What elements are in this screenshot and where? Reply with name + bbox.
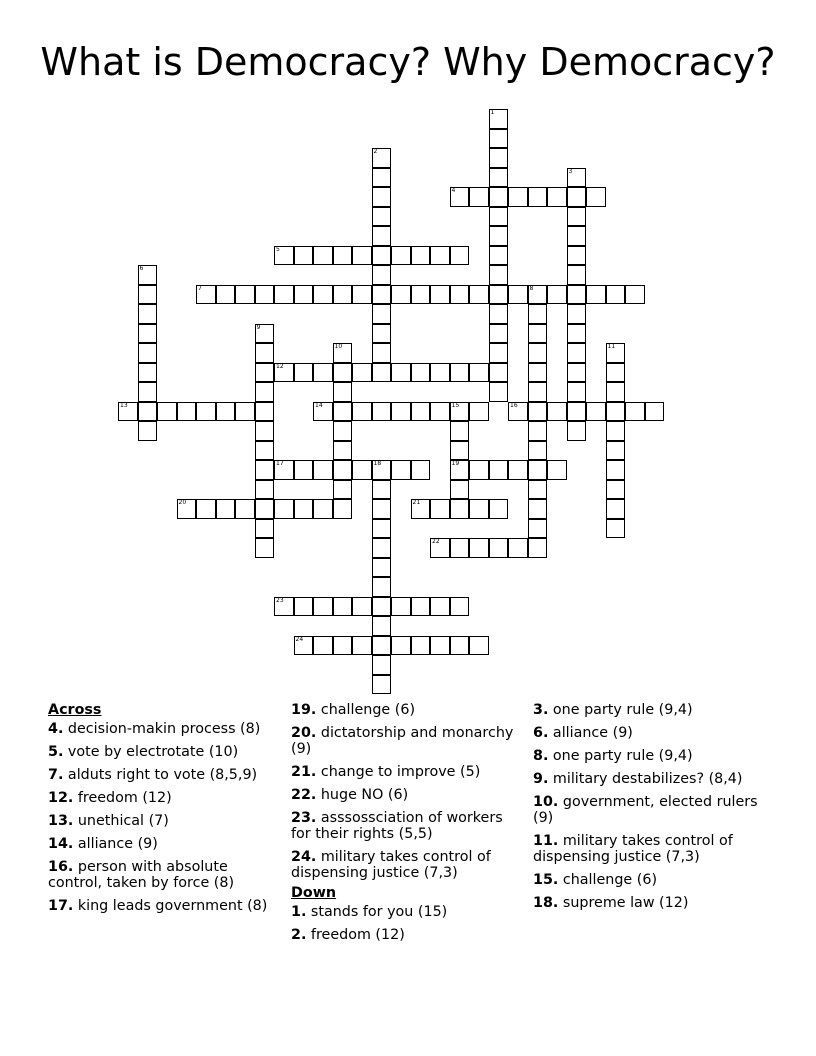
grid-cell[interactable] bbox=[606, 343, 626, 363]
page-title: What is Democracy? Why Democracy? bbox=[40, 40, 776, 84]
grid-cell[interactable] bbox=[138, 265, 158, 285]
grid-cell[interactable] bbox=[255, 480, 275, 500]
cell-number: 15 bbox=[451, 401, 460, 409]
clue-across-23: 23. asssossciation of workers for their rights (5,5) bbox=[291, 810, 503, 842]
grid-cell[interactable] bbox=[547, 187, 567, 207]
grid-cell[interactable] bbox=[567, 304, 587, 324]
grid-cell[interactable] bbox=[294, 363, 314, 383]
down-heading: Down bbox=[291, 885, 337, 901]
grid-cell[interactable] bbox=[138, 304, 158, 324]
cell-number: 6 bbox=[139, 265, 144, 272]
grid-cell[interactable] bbox=[255, 421, 275, 441]
cell-number: 22 bbox=[432, 538, 440, 545]
grid-cell[interactable] bbox=[528, 382, 548, 402]
grid-cell[interactable] bbox=[255, 402, 275, 422]
grid-cell[interactable] bbox=[255, 363, 275, 383]
grid-cell[interactable] bbox=[274, 246, 294, 266]
grid-cell[interactable] bbox=[606, 421, 626, 441]
grid-cell[interactable] bbox=[372, 246, 392, 266]
clue-across-19: 19. challenge (6) bbox=[291, 702, 416, 718]
grid-cell[interactable] bbox=[352, 402, 372, 422]
cell-number: 8 bbox=[529, 284, 534, 292]
grid-cell[interactable] bbox=[567, 343, 587, 363]
grid-cell[interactable] bbox=[274, 460, 294, 480]
grid-cell[interactable] bbox=[567, 207, 587, 227]
grid-cell[interactable] bbox=[606, 285, 626, 305]
grid-cell[interactable] bbox=[333, 285, 353, 305]
grid-cell[interactable] bbox=[313, 597, 333, 617]
cell-number: 3 bbox=[568, 167, 573, 175]
grid-cell[interactable] bbox=[450, 597, 470, 617]
clue-down-18: 18. supreme law (12) bbox=[533, 895, 689, 911]
grid-cell[interactable] bbox=[255, 538, 275, 558]
grid-cell[interactable] bbox=[372, 226, 392, 246]
cell-number: 4 bbox=[451, 187, 456, 194]
grid-cell[interactable] bbox=[138, 324, 158, 344]
cell-number: 9 bbox=[256, 323, 261, 331]
grid-cell[interactable] bbox=[489, 304, 509, 324]
grid-cell[interactable] bbox=[528, 285, 548, 305]
grid-cell[interactable] bbox=[450, 187, 470, 207]
clue-down-1: 1. stands for you (15) bbox=[291, 904, 448, 920]
cell-number: 16 bbox=[510, 401, 518, 409]
clue-down-11: 11. military takes control of dispensing justice (7,3) bbox=[533, 833, 733, 865]
grid-cell[interactable] bbox=[606, 382, 626, 402]
grid-cell[interactable] bbox=[489, 324, 509, 344]
grid-cell[interactable] bbox=[450, 246, 470, 266]
grid-cell[interactable] bbox=[391, 597, 411, 617]
grid-cell[interactable] bbox=[528, 343, 548, 363]
grid-cell[interactable] bbox=[294, 499, 314, 519]
grid-cell[interactable] bbox=[333, 343, 353, 363]
grid-cell[interactable] bbox=[469, 402, 489, 422]
grid-cell[interactable] bbox=[528, 441, 548, 461]
grid-cell[interactable] bbox=[372, 655, 392, 675]
grid-cell[interactable] bbox=[547, 460, 567, 480]
grid-cell[interactable] bbox=[372, 460, 392, 480]
cell-number: 19 bbox=[451, 460, 460, 467]
grid-cell[interactable] bbox=[606, 363, 626, 383]
grid-cell[interactable] bbox=[177, 499, 197, 519]
grid-cell[interactable] bbox=[333, 499, 353, 519]
grid-cell[interactable] bbox=[508, 402, 528, 422]
grid-cell[interactable] bbox=[489, 148, 509, 168]
grid-cell[interactable] bbox=[450, 636, 470, 656]
cell-number: 10 bbox=[334, 343, 343, 350]
grid-cell[interactable] bbox=[586, 402, 606, 422]
grid-cell[interactable] bbox=[372, 577, 392, 597]
grid-cell[interactable] bbox=[255, 519, 275, 539]
grid-cell[interactable] bbox=[411, 363, 431, 383]
clue-across-17: 17. king leads government (8) bbox=[48, 898, 268, 914]
grid-cell[interactable] bbox=[216, 499, 236, 519]
grid-cell[interactable] bbox=[196, 499, 216, 519]
grid-cell[interactable] bbox=[528, 324, 548, 344]
grid-cell[interactable] bbox=[489, 538, 509, 558]
grid-cell[interactable] bbox=[606, 402, 626, 422]
grid-cell[interactable] bbox=[255, 441, 275, 461]
grid-cell[interactable] bbox=[528, 402, 548, 422]
grid-cell[interactable] bbox=[333, 597, 353, 617]
grid-cell[interactable] bbox=[528, 538, 548, 558]
grid-cell[interactable] bbox=[450, 538, 470, 558]
grid-cell[interactable] bbox=[430, 402, 450, 422]
grid-cell[interactable] bbox=[489, 460, 509, 480]
grid-cell[interactable] bbox=[450, 421, 470, 441]
grid-cell[interactable] bbox=[508, 285, 528, 305]
grid-cell[interactable] bbox=[372, 616, 392, 636]
cell-number: 14 bbox=[315, 401, 323, 409]
grid-cell[interactable] bbox=[450, 460, 470, 480]
grid-cell[interactable] bbox=[313, 460, 333, 480]
grid-cell[interactable] bbox=[606, 499, 626, 519]
grid-cell[interactable] bbox=[138, 363, 158, 383]
grid-cell[interactable] bbox=[313, 402, 333, 422]
grid-cell[interactable] bbox=[567, 226, 587, 246]
grid-cell[interactable] bbox=[372, 343, 392, 363]
clues-column-2 bbox=[291, 702, 526, 950]
grid-cell[interactable] bbox=[294, 460, 314, 480]
grid-cell[interactable] bbox=[489, 187, 509, 207]
grid-cell[interactable] bbox=[138, 421, 158, 441]
grid-cell[interactable] bbox=[372, 675, 392, 695]
grid-cell[interactable] bbox=[508, 460, 528, 480]
grid-cell[interactable] bbox=[411, 499, 431, 519]
grid-cell[interactable] bbox=[430, 246, 450, 266]
grid-cell[interactable] bbox=[274, 363, 294, 383]
grid-cell[interactable] bbox=[372, 324, 392, 344]
clue-across-16: 16. person with absolute control, taken by force (8) bbox=[48, 859, 235, 891]
clue-across-20: 20. dictatorship and monarchy (9) bbox=[291, 725, 514, 757]
grid-cell[interactable] bbox=[450, 499, 470, 519]
grid-cell[interactable] bbox=[528, 363, 548, 383]
grid-cell[interactable] bbox=[586, 285, 606, 305]
grid-cell[interactable] bbox=[567, 285, 587, 305]
grid-cell[interactable] bbox=[157, 402, 177, 422]
grid-cell[interactable] bbox=[313, 285, 333, 305]
grid-cell[interactable] bbox=[235, 402, 255, 422]
grid-cell[interactable] bbox=[138, 382, 158, 402]
grid-cell[interactable] bbox=[430, 636, 450, 656]
grid-cell[interactable] bbox=[567, 402, 587, 422]
grid-cell[interactable] bbox=[645, 402, 665, 422]
grid-cell[interactable] bbox=[372, 304, 392, 324]
grid-cell[interactable] bbox=[372, 597, 392, 617]
grid-cell[interactable] bbox=[489, 226, 509, 246]
grid-cell[interactable] bbox=[469, 460, 489, 480]
grid-cell[interactable] bbox=[430, 597, 450, 617]
grid-cell[interactable] bbox=[430, 363, 450, 383]
grid-cell[interactable] bbox=[489, 265, 509, 285]
grid-cell[interactable] bbox=[606, 480, 626, 500]
grid-cell[interactable] bbox=[391, 285, 411, 305]
grid-cell[interactable] bbox=[430, 538, 450, 558]
grid-cell[interactable] bbox=[430, 499, 450, 519]
grid-cell[interactable] bbox=[567, 187, 587, 207]
cell-number: 7 bbox=[198, 284, 202, 292]
cell-number: 20 bbox=[178, 499, 187, 506]
grid-cell[interactable] bbox=[255, 382, 275, 402]
grid-cell[interactable] bbox=[118, 402, 138, 422]
cell-number: 17 bbox=[276, 460, 284, 467]
grid-cell[interactable] bbox=[528, 187, 548, 207]
grid-cell[interactable] bbox=[255, 460, 275, 480]
grid-cell[interactable] bbox=[313, 636, 333, 656]
grid-cell[interactable] bbox=[372, 538, 392, 558]
cell-number: 5 bbox=[276, 245, 280, 253]
grid-cell[interactable] bbox=[294, 285, 314, 305]
grid-cell[interactable] bbox=[216, 402, 236, 422]
grid-cell[interactable] bbox=[372, 499, 392, 519]
grid-cell[interactable] bbox=[625, 402, 645, 422]
grid-cell[interactable] bbox=[528, 499, 548, 519]
clues-column-3 bbox=[533, 702, 768, 918]
grid-cell[interactable] bbox=[255, 499, 275, 519]
clue-across-13: 13. unethical (7) bbox=[48, 813, 169, 829]
grid-cell[interactable] bbox=[469, 538, 489, 558]
grid-cell[interactable] bbox=[489, 129, 509, 149]
cell-number: 21 bbox=[412, 499, 421, 506]
cell-number: 13 bbox=[120, 401, 128, 409]
grid-cell[interactable] bbox=[255, 324, 275, 344]
clue-down-9: 9. military destabilizes? (8,4) bbox=[533, 771, 743, 787]
grid-cell[interactable] bbox=[372, 480, 392, 500]
grid-cell[interactable] bbox=[274, 597, 294, 617]
grid-cell[interactable] bbox=[352, 285, 372, 305]
cell-number: 2 bbox=[373, 148, 378, 155]
cell-number: 1 bbox=[490, 109, 495, 116]
grid-cell[interactable] bbox=[489, 363, 509, 383]
grid-cell[interactable] bbox=[489, 207, 509, 227]
grid-cell[interactable] bbox=[196, 285, 216, 305]
grid-cell[interactable] bbox=[469, 363, 489, 383]
clue-across-22: 22. huge NO (6) bbox=[291, 787, 409, 803]
grid-cell[interactable] bbox=[294, 597, 314, 617]
grid-cell[interactable] bbox=[138, 285, 158, 305]
grid-cell[interactable] bbox=[528, 519, 548, 539]
grid-cell[interactable] bbox=[372, 168, 392, 188]
grid-cell[interactable] bbox=[489, 168, 509, 188]
grid-cell[interactable] bbox=[450, 480, 470, 500]
grid-cell[interactable] bbox=[411, 402, 431, 422]
grid-cell[interactable] bbox=[411, 597, 431, 617]
grid-cell[interactable] bbox=[489, 246, 509, 266]
clue-across-21: 21. change to improve (5) bbox=[291, 764, 481, 780]
grid-cell[interactable] bbox=[372, 558, 392, 578]
clue-across-4: 4. decision-makin process (8) bbox=[48, 721, 261, 737]
grid-cell[interactable] bbox=[450, 402, 470, 422]
grid-cell[interactable] bbox=[489, 285, 509, 305]
clue-down-8: 8. one party rule (9,4) bbox=[533, 748, 693, 764]
grid-cell[interactable] bbox=[508, 187, 528, 207]
grid-cell[interactable] bbox=[372, 519, 392, 539]
clue-across-24: 24. military takes control of dispensing justice (7,3) bbox=[291, 849, 491, 881]
grid-cell[interactable] bbox=[372, 636, 392, 656]
grid-cell[interactable] bbox=[372, 187, 392, 207]
grid-cell[interactable] bbox=[489, 499, 509, 519]
grid-cell[interactable] bbox=[274, 499, 294, 519]
grid-cell[interactable] bbox=[430, 285, 450, 305]
clue-across-7: 7. alduts right to vote (8,5,9) bbox=[48, 767, 258, 783]
grid-cell[interactable] bbox=[333, 441, 353, 461]
grid-cell[interactable] bbox=[313, 246, 333, 266]
grid-cell[interactable] bbox=[372, 148, 392, 168]
grid-cell[interactable] bbox=[216, 285, 236, 305]
grid-cell[interactable] bbox=[352, 597, 372, 617]
grid-cell[interactable] bbox=[528, 421, 548, 441]
grid-cell[interactable] bbox=[411, 285, 431, 305]
grid-cell[interactable] bbox=[489, 109, 509, 129]
grid-cell[interactable] bbox=[372, 402, 392, 422]
grid-cell[interactable] bbox=[469, 499, 489, 519]
grid-cell[interactable] bbox=[333, 402, 353, 422]
grid-cell[interactable] bbox=[567, 363, 587, 383]
grid-cell[interactable] bbox=[333, 460, 353, 480]
across-heading: Across bbox=[48, 702, 102, 718]
grid-cell[interactable] bbox=[567, 246, 587, 266]
grid-cell[interactable] bbox=[391, 460, 411, 480]
grid-cell[interactable] bbox=[138, 402, 158, 422]
clue-across-14: 14. alliance (9) bbox=[48, 836, 158, 852]
grid-cell[interactable] bbox=[625, 285, 645, 305]
grid-cell[interactable] bbox=[508, 538, 528, 558]
grid-cell[interactable] bbox=[294, 636, 314, 656]
grid-cell[interactable] bbox=[391, 363, 411, 383]
grid-cell[interactable] bbox=[411, 460, 431, 480]
grid-cell[interactable] bbox=[274, 285, 294, 305]
clue-down-6: 6. alliance (9) bbox=[533, 725, 633, 741]
grid-cell[interactable] bbox=[411, 246, 431, 266]
grid-cell[interactable] bbox=[469, 187, 489, 207]
grid-cell[interactable] bbox=[391, 636, 411, 656]
grid-cell[interactable] bbox=[450, 363, 470, 383]
grid-cell[interactable] bbox=[333, 246, 353, 266]
grid-cell[interactable] bbox=[547, 285, 567, 305]
cell-number: 12 bbox=[276, 362, 284, 370]
grid-cell[interactable] bbox=[567, 324, 587, 344]
grid-cell[interactable] bbox=[372, 285, 392, 305]
clue-across-12: 12. freedom (12) bbox=[48, 790, 172, 806]
cell-number: 23 bbox=[276, 596, 284, 604]
grid-cell[interactable] bbox=[333, 421, 353, 441]
grid-cell[interactable] bbox=[235, 285, 255, 305]
grid-cell[interactable] bbox=[352, 246, 372, 266]
grid-cell[interactable] bbox=[469, 636, 489, 656]
grid-cell[interactable] bbox=[450, 285, 470, 305]
grid-cell[interactable] bbox=[313, 363, 333, 383]
grid-cell[interactable] bbox=[235, 499, 255, 519]
grid-cell[interactable] bbox=[547, 402, 567, 422]
grid-cell[interactable] bbox=[606, 460, 626, 480]
clue-down-15: 15. challenge (6) bbox=[533, 872, 658, 888]
grid-cell[interactable] bbox=[333, 382, 353, 402]
clue-down-3: 3. one party rule (9,4) bbox=[533, 702, 693, 718]
grid-cell[interactable] bbox=[391, 402, 411, 422]
grid-cell[interactable] bbox=[567, 265, 587, 285]
grid-cell[interactable] bbox=[255, 343, 275, 363]
grid-cell[interactable] bbox=[606, 441, 626, 461]
grid-cell[interactable] bbox=[333, 636, 353, 656]
clue-across-5: 5. vote by electrotate (10) bbox=[48, 744, 239, 760]
grid-cell[interactable] bbox=[177, 402, 197, 422]
grid-cell[interactable] bbox=[489, 343, 509, 363]
grid-cell[interactable] bbox=[372, 265, 392, 285]
grid-cell[interactable] bbox=[352, 460, 372, 480]
grid-cell[interactable] bbox=[391, 246, 411, 266]
grid-cell[interactable] bbox=[333, 480, 353, 500]
grid-cell[interactable] bbox=[528, 480, 548, 500]
grid-cell[interactable] bbox=[528, 304, 548, 324]
grid-cell[interactable] bbox=[567, 382, 587, 402]
grid-cell[interactable] bbox=[489, 382, 509, 402]
clue-down-2: 2. freedom (12) bbox=[291, 927, 405, 943]
grid-cell[interactable] bbox=[372, 207, 392, 227]
clues-column-1 bbox=[48, 702, 283, 921]
cell-number: 24 bbox=[295, 635, 304, 643]
grid-cell[interactable] bbox=[528, 460, 548, 480]
grid-cell[interactable] bbox=[469, 285, 489, 305]
grid-cell[interactable] bbox=[352, 636, 372, 656]
clue-down-10: 10. government, elected rulers (9) bbox=[533, 794, 758, 826]
grid-cell[interactable] bbox=[255, 285, 275, 305]
cell-number: 18 bbox=[373, 460, 382, 467]
grid-cell[interactable] bbox=[450, 441, 470, 461]
grid-cell[interactable] bbox=[352, 363, 372, 383]
grid-cell[interactable] bbox=[196, 402, 216, 422]
grid-cell[interactable] bbox=[411, 636, 431, 656]
grid-cell[interactable] bbox=[313, 499, 333, 519]
grid-cell[interactable] bbox=[294, 246, 314, 266]
grid-cell[interactable] bbox=[586, 187, 606, 207]
grid-cell[interactable] bbox=[567, 421, 587, 441]
grid-cell[interactable] bbox=[567, 168, 587, 188]
grid-cell[interactable] bbox=[372, 363, 392, 383]
grid-cell[interactable] bbox=[138, 343, 158, 363]
cell-number: 11 bbox=[607, 343, 616, 350]
grid-cell[interactable] bbox=[333, 363, 353, 383]
grid-cell[interactable] bbox=[606, 519, 626, 539]
